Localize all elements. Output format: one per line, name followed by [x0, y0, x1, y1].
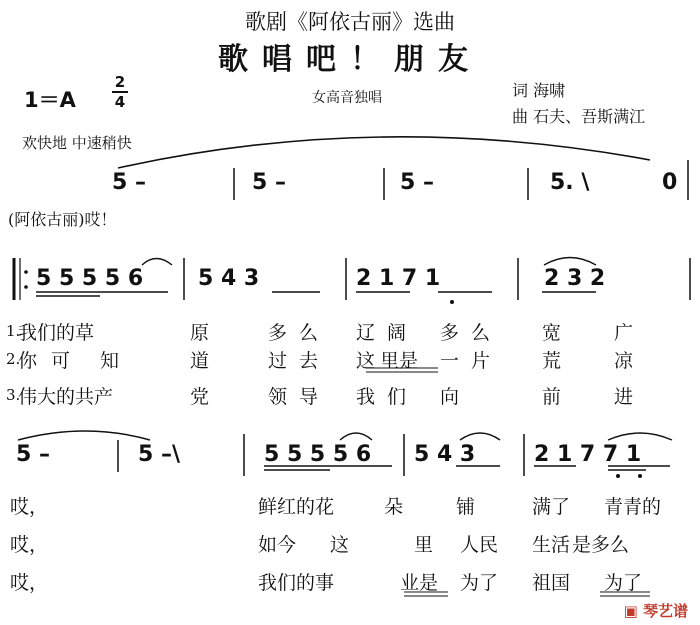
lyric: 广: [614, 322, 634, 344]
verse-number: 1.: [6, 322, 21, 340]
intro-slur: [118, 137, 650, 168]
lyric: 祖国: [532, 572, 571, 594]
s2-bar-4: 5 4 3: [414, 442, 476, 467]
lyric: 里是: [380, 350, 419, 372]
lower-octave-dot: [616, 474, 620, 478]
tempo-marking: 欢快地 中速稍快: [22, 134, 132, 152]
lyric: 我们的草: [18, 322, 95, 344]
lyric: 你可: [18, 350, 85, 372]
lyric: 知: [100, 350, 120, 372]
lyric: 青青的: [604, 496, 662, 518]
lyric: 业是: [400, 572, 439, 594]
watermark-logo: [624, 600, 688, 621]
time-numerator: 2: [114, 73, 126, 91]
lyric: 为了: [604, 572, 643, 594]
s2-bar-1: 5 –: [16, 442, 50, 467]
logo-text: 琴艺谱: [642, 602, 688, 620]
lyric: 我们的事: [258, 572, 335, 594]
voice-type: 女高音独唱: [312, 90, 382, 106]
lyric: 辽阔: [356, 322, 419, 344]
slur: [460, 433, 500, 440]
lyric: 原: [190, 322, 210, 344]
score-subtitle: 歌剧《阿依古丽》选曲: [245, 10, 455, 34]
slur: [142, 259, 172, 266]
verse-number: 3.: [6, 386, 21, 404]
lyric: 满了: [532, 496, 571, 518]
lyric: 哎，: [10, 572, 49, 594]
lyric: 里: [414, 534, 434, 556]
lyricist-credit: 词 海啸: [512, 81, 566, 100]
lyric: 荒: [542, 350, 562, 372]
lyric: 过去: [268, 350, 331, 372]
s1-bar-2: 5 4 3: [198, 266, 260, 291]
lyric: 为了: [460, 572, 499, 594]
time-denominator: 4: [114, 93, 126, 111]
lyric: 如今: [258, 534, 297, 556]
repeat-dot: [24, 270, 28, 274]
s2-bar-5: 2 1 7 7 1: [534, 442, 642, 467]
tie: [18, 431, 150, 440]
repeat-dot: [24, 285, 28, 289]
s2-bar-2: 5 –\: [138, 442, 181, 467]
lyric: 这: [330, 534, 350, 556]
lyric: 进: [614, 386, 634, 408]
lyric: 铺: [456, 496, 476, 518]
lyric: 领导: [268, 386, 331, 408]
lyric: 生活: [532, 534, 571, 556]
lyric: 道: [190, 350, 210, 372]
lyric: 伟大的共产: [18, 386, 114, 408]
lyric: 哎，: [10, 534, 49, 556]
intro-bar-1: 5 –: [112, 170, 146, 195]
lyric: 一片: [440, 350, 503, 372]
lyric: 是多么: [572, 534, 630, 556]
verse-number: 2.: [6, 350, 21, 368]
composer-credit: 曲 石夫、吾斯满江: [512, 107, 646, 126]
slur: [544, 258, 596, 266]
score-title: 歌唱吧！朋友: [218, 42, 482, 77]
lyric: 多么: [440, 322, 503, 344]
intro-bar-5: 0: [662, 170, 678, 195]
lyric: 前: [542, 386, 562, 408]
lyric: 朵: [384, 496, 404, 518]
s1-bar-4: 2 3 2: [544, 266, 606, 291]
lyric: 人民: [460, 534, 499, 556]
time-signature: [112, 74, 128, 110]
lyric: 哎，: [10, 496, 49, 518]
slur: [340, 433, 372, 440]
slur: [608, 433, 672, 440]
speaker-line: (阿依古丽)哎！: [8, 210, 117, 229]
intro-bar-4: 5. \: [550, 170, 590, 195]
s1-bar-1: 5 5 5 5 6: [36, 266, 144, 291]
lyric: 这: [356, 350, 376, 372]
intro-bar-2: 5 –: [252, 170, 286, 195]
lyric: 宽: [542, 322, 562, 344]
lyric: 党: [190, 386, 210, 408]
lyric: 鲜红的花: [258, 496, 335, 518]
lower-octave-dot: [638, 474, 642, 478]
lyric: 多么: [268, 322, 331, 344]
lyric: 我们: [356, 386, 419, 408]
lower-octave-dot: [450, 300, 454, 304]
s2-bar-3: 5 5 5 5 6: [264, 442, 372, 467]
key-signature: 1＝A: [24, 88, 76, 112]
lyric: 向: [440, 386, 460, 408]
lyric: 凉: [614, 350, 634, 372]
logo-icon: ▣: [623, 602, 638, 620]
intro-bar-3: 5 –: [400, 170, 434, 195]
s1-bar-3: 2 1 7 1: [356, 266, 441, 291]
